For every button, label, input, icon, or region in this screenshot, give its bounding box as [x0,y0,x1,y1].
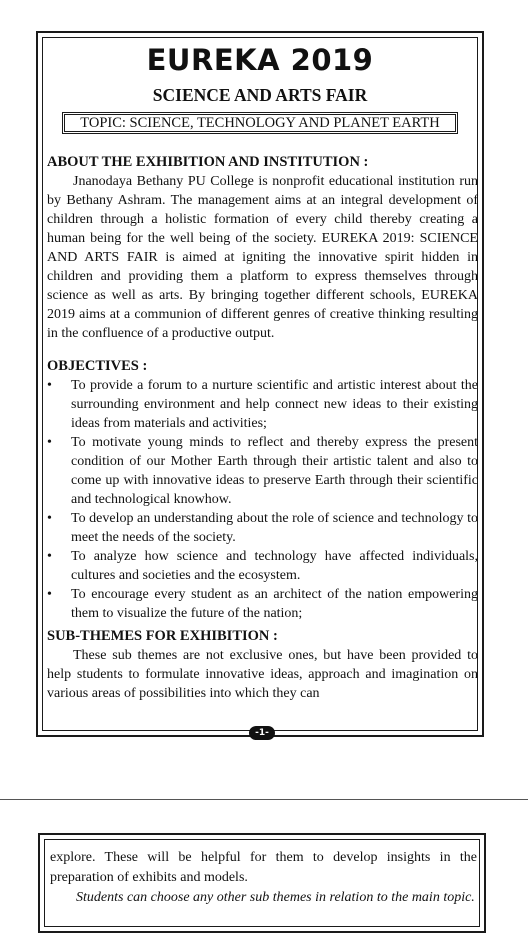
bullet-icon: • [47,435,52,450]
bullet-icon: • [47,378,52,393]
subthemes-heading: SUB-THEMES FOR EXHIBITION : [47,628,278,644]
list-item [47,509,478,547]
objective-text: To provide a forum to a nurture scientific and artistic interest about the surrounding environment and help connect new ideas to their existing ideas from materials and activities; [71,378,478,431]
objective-text: To encourage every student as an architect of the nation empowering them to visualize the future of the nation; [71,587,478,621]
objective-text: To motivate young minds to reflect and thereby express the present condition of our Mother Earth through their artistic talent and also to come up with innovative ideas to preserve Earth through their scientific and technological knowhow. [71,435,478,507]
objective-text: To develop an understanding about the role of science and technology to meet the needs of the society. [71,511,478,545]
page-two-frame [38,833,486,933]
page-number-badge: -1- [249,726,275,740]
list-item [47,376,478,433]
page-one-frame [36,31,484,737]
page-two-inner-frame [44,839,480,927]
subthemes-paragraph: These sub themes are not exclusive ones, but have been provided to help students to formulate innovative ideas, approach and imagination on various areas of possibilities into which they can [47,648,478,701]
list-item [47,585,478,623]
bullet-icon: • [47,549,52,564]
about-heading: ABOUT THE EXHIBITION AND INSTITUTION : [47,154,369,170]
about-paragraph: Jnanodaya Bethany PU College is nonprofit educational institution run by Bethany Ashram. The management aims at an integral development of children through a holistic formation of every child thereby creating a human being for the well being of the society. EUREKA 2019: SCIENCE AND ARTS FAIR is aimed at igniting the innovative spirit hidden in children and providing them a platform to express themselves through science as well as arts. By bringing together different schools, EUREKA 2019 aims at a communion of different genres of creative thinking resulting in the confluence of a productive output. [47,174,478,341]
page-divider [0,799,528,800]
bullet-icon: • [47,511,52,526]
topic-box [62,112,458,134]
bullet-icon: • [47,587,52,602]
page-two-content [50,848,477,908]
list-item [47,547,478,585]
objectives-heading: OBJECTIVES : [47,358,148,374]
document-title: EUREKA 2019 [146,43,374,77]
document-subtitle: SCIENCE AND ARTS FAIR [152,85,368,105]
objective-text: To analyze how science and technology have affected individuals, cultures and societies and the ecosystem. [71,549,478,583]
page-one-content [47,153,478,703]
italic-note: Students can choose any other sub themes in relation to the main topic. [76,890,475,905]
continued-paragraph: explore. These will be helpful for them to develop insights in the preparation of exhibits and models. [50,850,477,885]
objectives-list [47,376,478,623]
list-item [47,433,478,509]
topic-text: TOPIC: SCIENCE, TECHNOLOGY AND PLANET EARTH [64,114,456,132]
page-one-inner-frame [42,37,478,738]
